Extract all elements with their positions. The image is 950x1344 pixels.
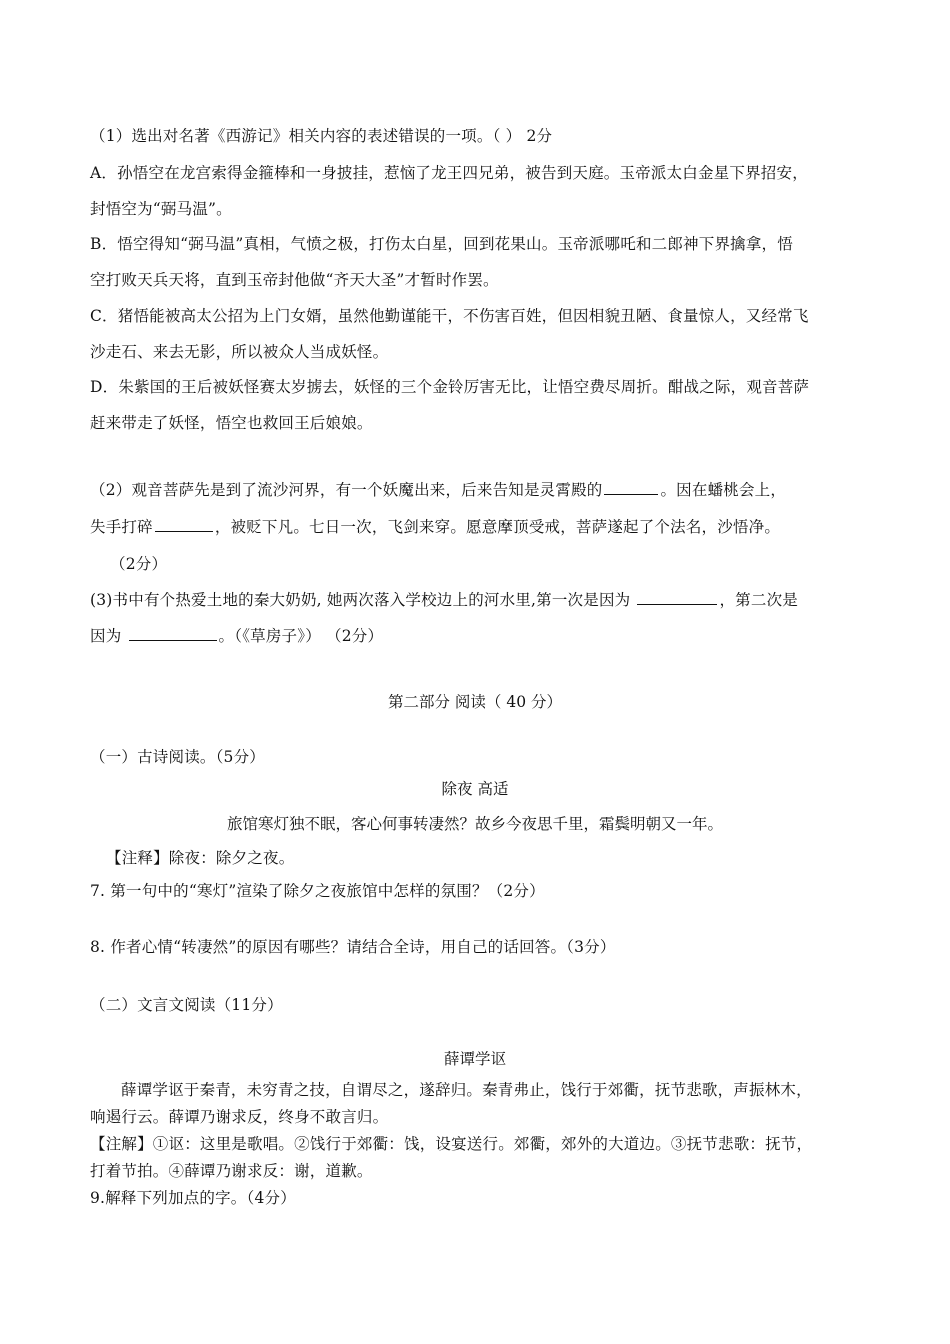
classical-text-line1: 薛谭学讴于秦青，未穷青之技，自谓尽之，遂辞归。秦青弗止，饯行于郊衢，抚节悲歌，声振林木，	[121, 1081, 812, 1099]
question-7: 7. 第一句中的“寒灯”渲染了除夕之夜旅馆中怎样的氛围？（2分）	[90, 882, 545, 900]
q3-text: (3)书中有个热爱土地的秦大奶奶, 她两次落入学校边上的河水里,第一次是因为	[90, 591, 631, 609]
q1-option-d-line1: D．朱紫国的王后被妖怪赛太岁掳去，妖怪的三个金铃厉害无比，让悟空费尽周折。酣战之际，观音菩萨	[90, 378, 810, 396]
poem-section-heading: （一）古诗阅读。（5分）	[90, 748, 266, 766]
q2-text: 。因在蟠桃会上，	[660, 481, 787, 499]
q1-stem: （1）选出对名著《西游记》相关内容的表述错误的一项。（ ） 2分	[90, 127, 553, 145]
question-8: 8. 作者心情“转凄然”的原因有哪些？请结合全诗，用自己的话回答。（3分）	[90, 938, 616, 956]
poem-note: 【注释】除夜：除夕之夜。	[106, 849, 295, 867]
poem-title: 除夜 高适	[441, 780, 509, 798]
answer-blank[interactable]	[155, 530, 213, 532]
q2-line1	[90, 478, 786, 500]
classical-text-line2: 响遏行云。薛谭乃谢求反，终身不敢言归。	[90, 1108, 389, 1126]
q3-text: ，第二次是	[719, 591, 798, 609]
answer-blank[interactable]	[129, 639, 217, 641]
classical-title: 薛谭学讴	[443, 1050, 506, 1068]
answer-blank[interactable]	[604, 493, 658, 495]
classical-note-line2: 打着节拍。④薛谭乃谢求反：谢，道歉。	[90, 1162, 373, 1180]
q2-line2	[90, 515, 780, 537]
q2-text: （2）观音菩萨先是到了流沙河界，有一个妖魔出来，后来告知是灵霄殿的	[90, 481, 603, 499]
q1-option-a-line1: A．孙悟空在龙宫索得金箍棒和一身披挂，惹恼了龙王四兄弟，被告到天庭。玉帝派太白金星下界招安，	[90, 164, 808, 182]
q2-text: 失手打碎	[90, 518, 153, 536]
poem-text: 旅馆寒灯独不眠，客心何事转凄然？故乡今夜思千里，霜鬓明朝又一年。	[226, 815, 723, 833]
q1-option-c-line2: 沙走石、来去无影，所以被众人当成妖怪。	[90, 343, 389, 361]
q1-option-b-line1: B．悟空得知“弼马温”真相，气愤之极，打伤太白星，回到花果山。玉帝派哪吒和二郎神下界擒拿，悟	[90, 235, 793, 253]
q2-score: （2分）	[110, 555, 168, 573]
q3-text: 。（《草房子》） （2分）	[218, 627, 384, 645]
q1-option-c-line1: C．猪悟能被高太公招为上门女婿，虽然他勤谨能干，不伤害百姓，但因相貌丑陋、食量惊人，又经常飞	[90, 307, 809, 325]
q1-option-b-line2: 空打败天兵天将，直到玉帝封他做“齐天大圣”才暂时作罢。	[90, 271, 499, 289]
answer-blank[interactable]	[637, 603, 717, 605]
q3-line1	[90, 588, 798, 610]
part2-title: 第二部分 阅读（ 40 分）	[387, 693, 562, 711]
q2-text: ，被贬下凡。七日一次，飞剑来穿。愿意摩顶受戒，菩萨遂起了个法名，沙悟净。	[214, 518, 781, 536]
q1-option-d-line2: 赶来带走了妖怪，悟空也救回王后娘娘。	[90, 414, 373, 432]
classical-note-line1: 【注解】①讴：这里是歌唱。②饯行于郊衢：饯，设宴送行。郊衢，郊外的大道边。③抚节悲歌：抚节，	[90, 1135, 813, 1153]
q3-line2	[90, 624, 383, 646]
q3-text: 因为	[90, 627, 122, 645]
q1-option-a-line2: 封悟空为“弼马温”。	[90, 200, 232, 218]
question-9: 9.解释下列加点的字。（4分）	[90, 1189, 296, 1207]
classical-section-heading: （二）文言文阅读（11分）	[90, 996, 283, 1014]
